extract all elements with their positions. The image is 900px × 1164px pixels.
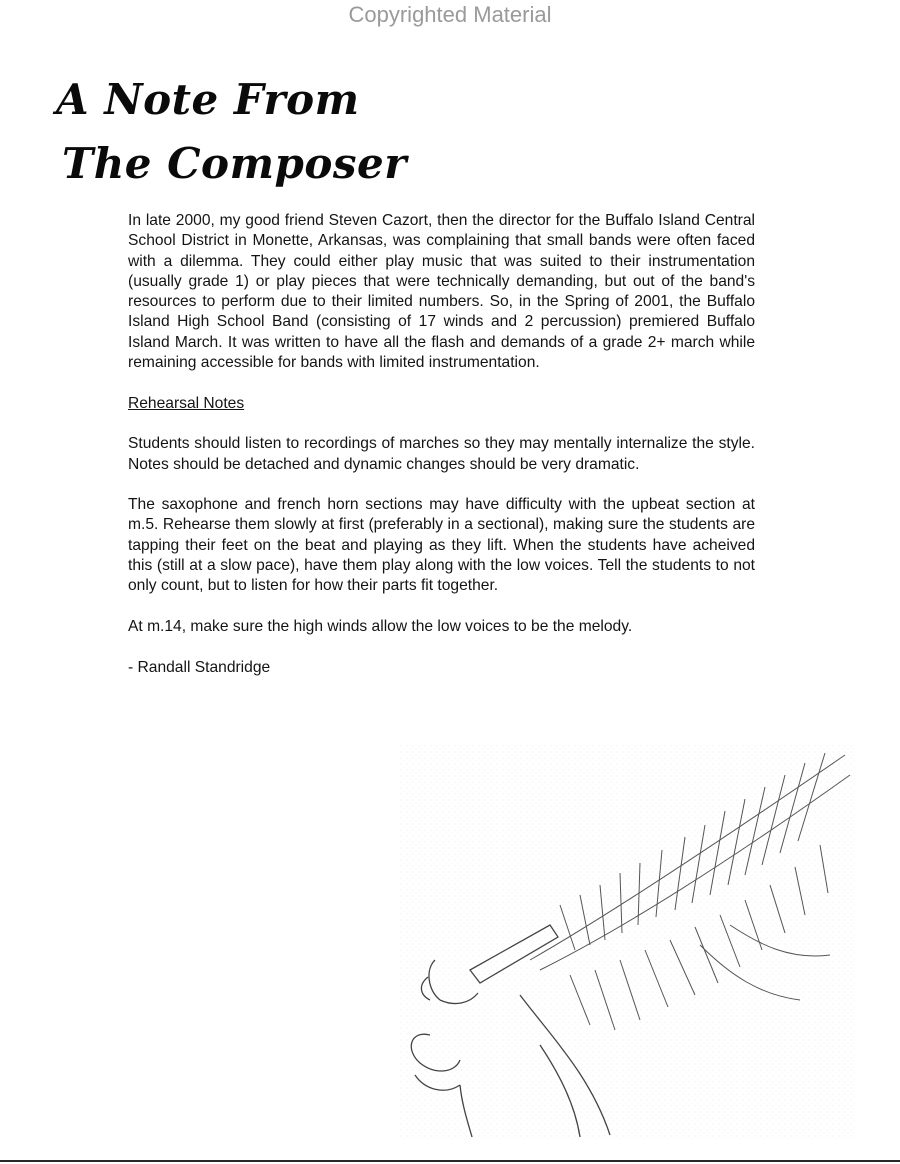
page-title xyxy=(56,68,407,196)
title-line-1: A Note From xyxy=(56,75,360,124)
sketch-background-stipple xyxy=(400,745,855,1140)
style-paragraph: Students should listen to recordings of marches so they may mentally internalize the style. Notes should be detached and dynamic changes should be very dramatic. xyxy=(128,435,755,473)
signature: - Randall Standridge xyxy=(128,658,271,676)
rehearsal-notes-heading-text: Rehearsal Notes xyxy=(128,394,245,412)
intro-paragraph: In late 2000, my good friend Steven Cazort, then the director for the Buffalo Island Central School District in Monette, Arkansas, was complaining that small bands were often faced with a dilemma. They could either play music that was suited to their instrumentation (usually grade 1) or play pieces that were technically demanding, but out of the band's resources to perform due to their limited numbers. So, in the Spring of 2001, the Buffalo Island High School Band (consisting of 17 winds and 2 percussion) premiered Buffalo Island March. It was written to have all the flash and demands of a grade 2+ march while remaining accessible for bands with limited instrumentation. xyxy=(128,212,755,372)
sax-horn-paragraph: The saxophone and french horn sections may have difficulty with the upbeat section at m.5. Rehearse them slowly at first (preferably in a sectional), making sure the students are tapping their feet on the beat and playing as they lift. When the students have acheived this (still at a slow pace), have them play along with the low voices. Tell the students to not only count, but to listen for how their parts fit together. xyxy=(128,496,755,595)
title-line-2: The Composer xyxy=(62,139,407,188)
note-body xyxy=(128,211,755,698)
page-bottom-rule xyxy=(0,1160,900,1162)
rehearsal-notes-heading xyxy=(128,394,755,414)
trumpeter-sketch-illustration xyxy=(400,745,855,1140)
copyright-watermark: Copyrighted Material xyxy=(348,2,552,27)
m14-paragraph: At m.14, make sure the high winds allow the low voices to be the melody. xyxy=(128,617,633,635)
